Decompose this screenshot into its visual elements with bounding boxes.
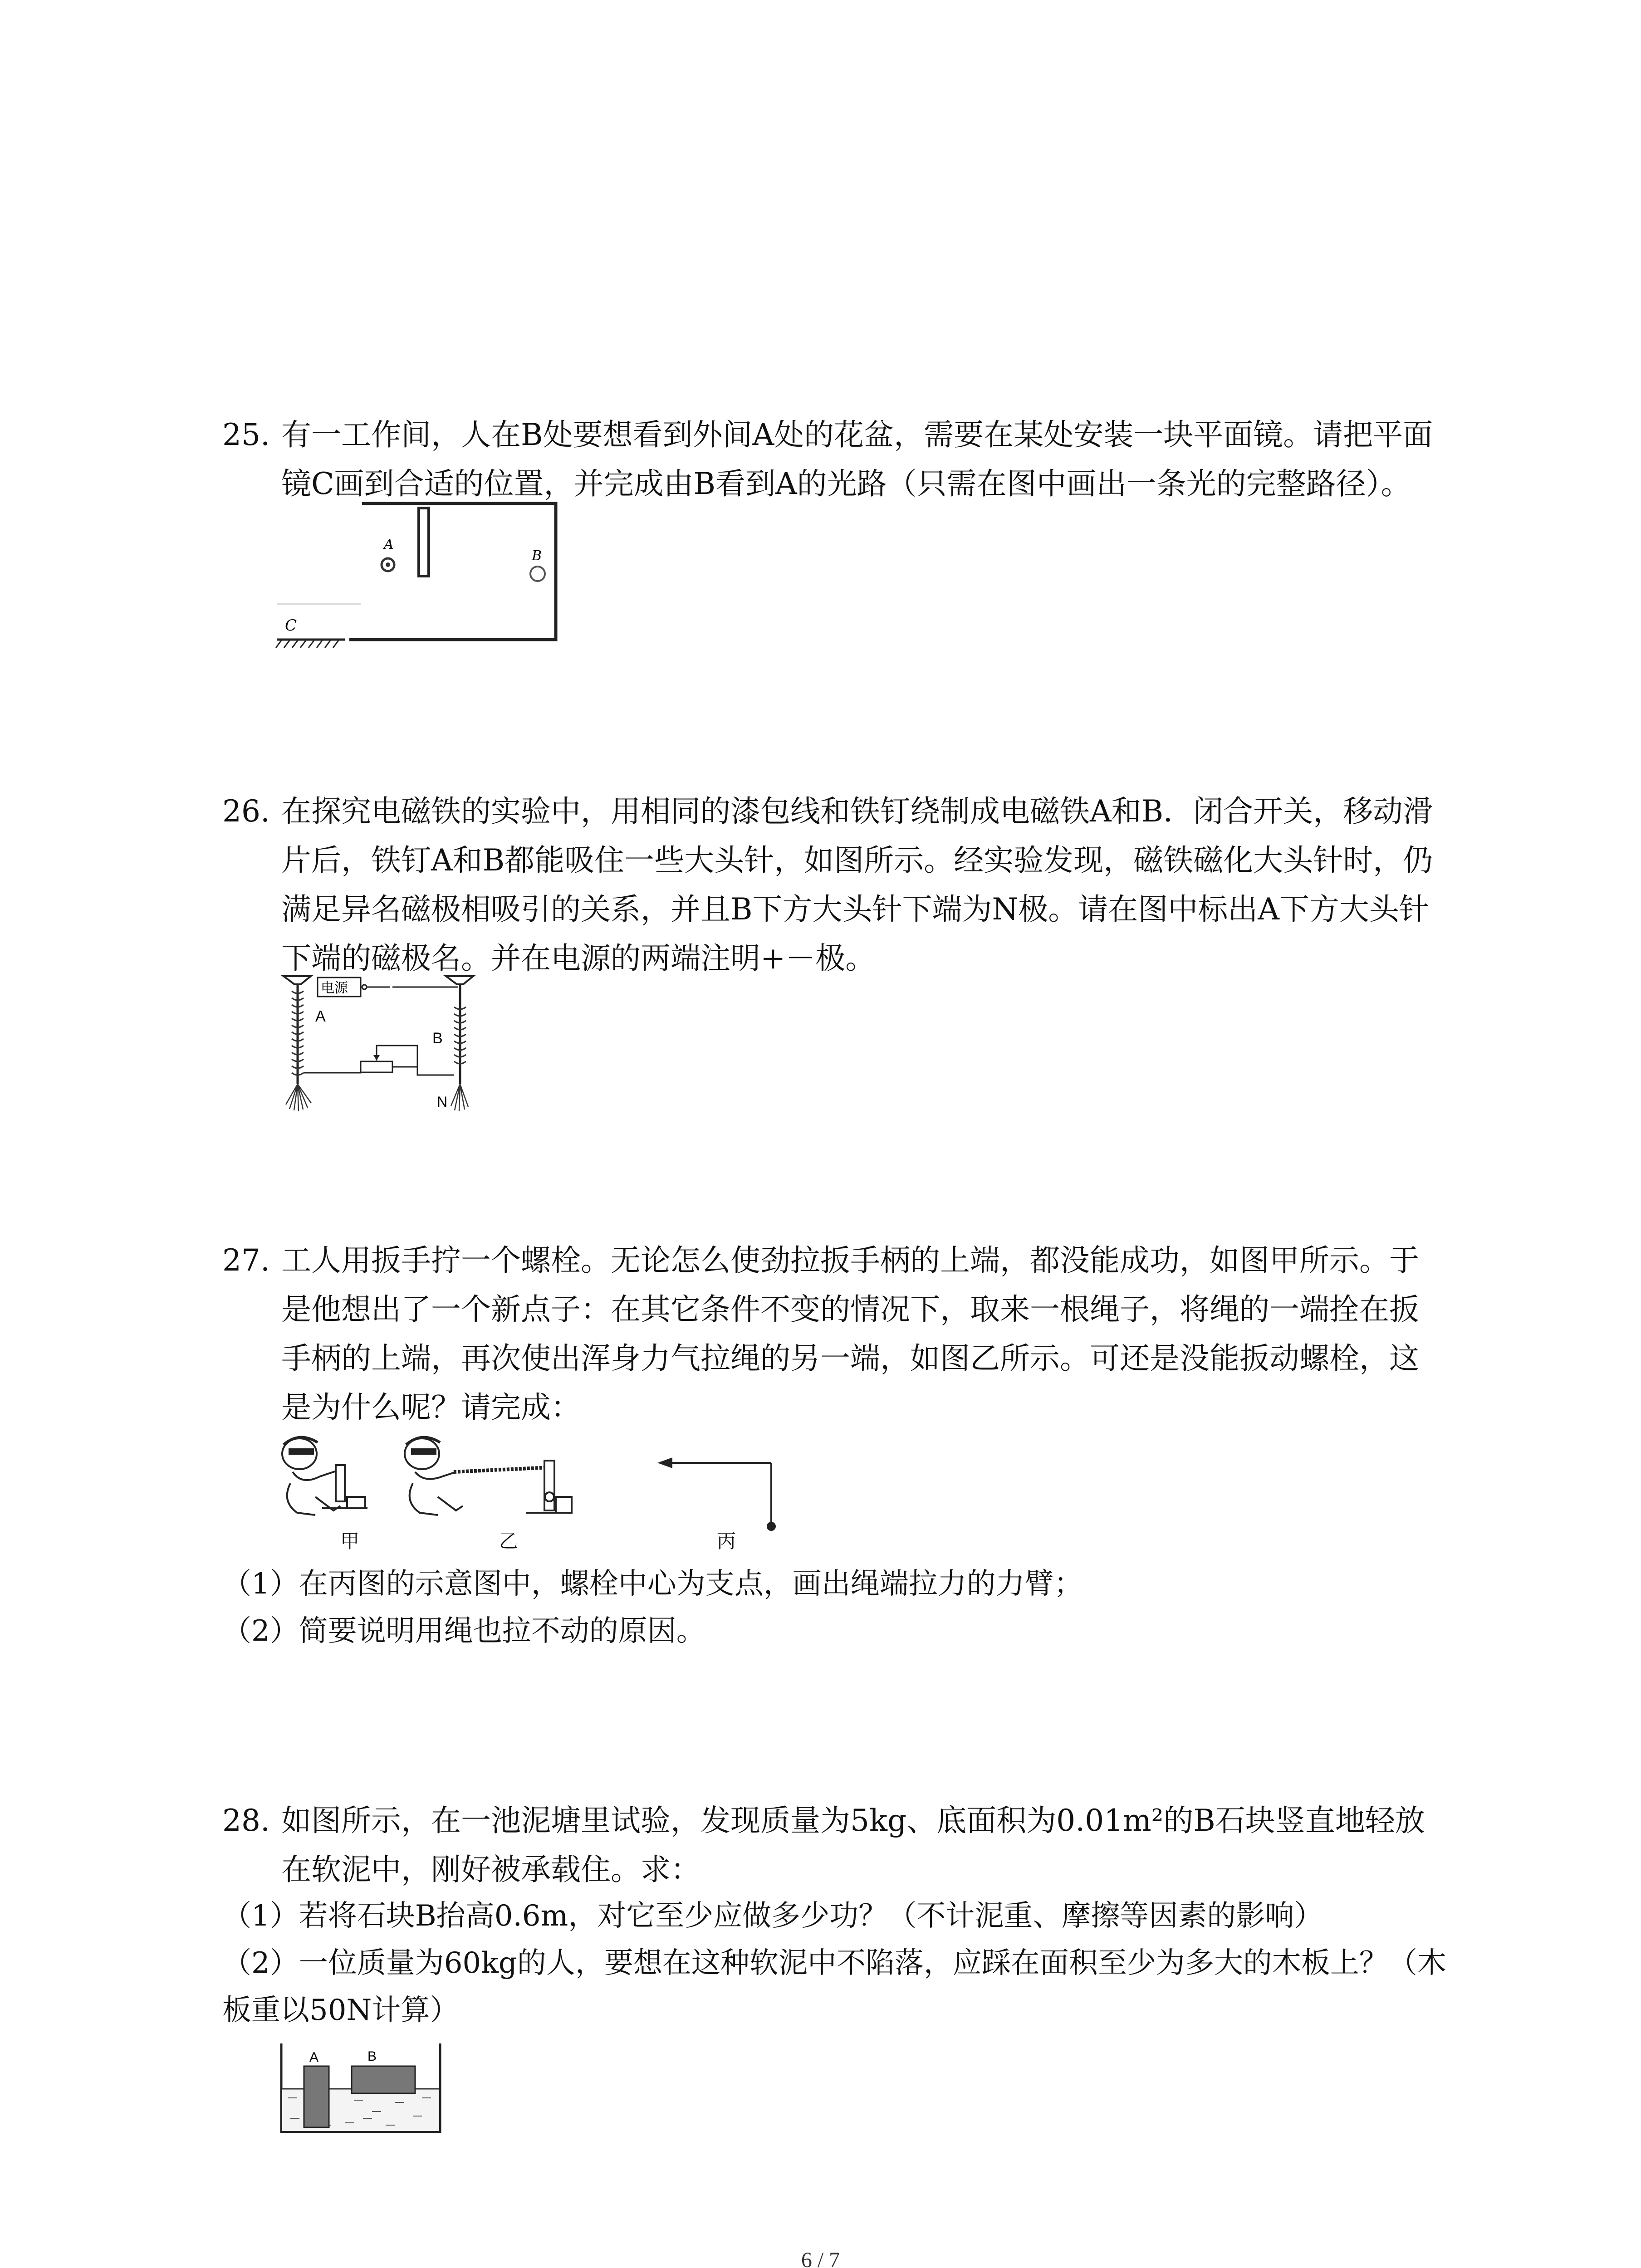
sub-question-2: （2）一位质量为60kg的人，要想在这种软泥中不陷落，应踩在面积至少为多大的木板上？（木板重以50N计算）: [222, 1946, 1446, 2027]
question-text: 如图所示，在一池泥塘里试验，发现质量为5kg、底面积为0.01m²的B石块竖直地轻放在软泥中，刚好被承载住。求：: [281, 1803, 1425, 1887]
question-28: [222, 1796, 1447, 1894]
label-b: B: [432, 1030, 443, 1047]
figure-28-mud-pond: [277, 2039, 449, 2143]
question-number: 27.: [222, 1243, 270, 1278]
sub-question-2: （2）简要说明用绳也拉不动的原因。: [222, 1614, 705, 1648]
caption-jia: 甲: [340, 1530, 360, 1552]
figure-27-wrench: [272, 1429, 798, 1552]
caption-bing: 丙: [717, 1530, 736, 1552]
question-number: 25.: [222, 417, 270, 452]
label-a: A: [384, 537, 394, 552]
power-supply-label: 电源: [321, 980, 348, 996]
question-number: 28.: [222, 1803, 270, 1838]
schematic-bing: [660, 1459, 775, 1530]
question-text: 有一工作间，人在B处要想看到外间A处的花盆，需要在某处安装一块平面镜。请把平面镜C画到合适的位置，并完成由B看到A的光路（只需在图中画出一条光的完整路径）。: [281, 417, 1433, 501]
figure-25-room: [272, 499, 581, 662]
label-b: B: [367, 2049, 377, 2064]
question-text: 在探究电磁铁的实验中，用相同的漆包线和铁钉绕制成电磁铁A和B．闭合开关，移动滑片后，铁钉A和B都能吸住一些大头针，如图所示。经实验发现，磁铁磁化大头针时，仍满足异名磁极相吸引的关系，并且B下方大头针下端为N极。请在图中标出A下方大头针下端的磁极名。并在电源的两端注明+－极。: [281, 794, 1433, 976]
question-28-subs: [222, 1892, 1447, 2034]
label-a: A: [315, 1008, 326, 1025]
label-a: A: [309, 2050, 319, 2065]
label-n: N: [437, 1094, 448, 1110]
question-26: [222, 787, 1447, 983]
question-27-subs: [222, 1560, 1447, 1655]
label-b: B: [532, 548, 542, 564]
question-27: [222, 1236, 1447, 1432]
sub-question-1: （1）若将石块B抬高0.6m，对它至少应做多少功？（不计泥重、摩擦等因素的影响）: [222, 1899, 1323, 1933]
worker-yi-icon: [405, 1437, 572, 1515]
label-c: C: [285, 616, 297, 635]
question-text: 工人用扳手拧一个螺栓。无论怎么使劲拉扳手柄的上端，都没能成功，如图甲所示。于是他想出了一个新点子：在其它条件不变的情况下，取来一根绳子，将绳的一端拴在扳手柄的上端，再次使出浑身力气拉绳的另一端，如图乙所示。可还是没能扳动螺栓，这是为什么呢？请完成：: [281, 1243, 1419, 1425]
page-number: 6 / 7: [801, 2248, 840, 2268]
question-number: 26.: [222, 794, 270, 829]
question-25: [222, 411, 1447, 508]
sub-question-1: （1）在丙图的示意图中，螺栓中心为支点，画出绳端拉力的力臂；: [222, 1567, 1083, 1601]
figure-26-electromagnets: [279, 971, 492, 1116]
worker-jia-icon: [282, 1437, 367, 1515]
caption-yi: 乙: [499, 1530, 519, 1552]
